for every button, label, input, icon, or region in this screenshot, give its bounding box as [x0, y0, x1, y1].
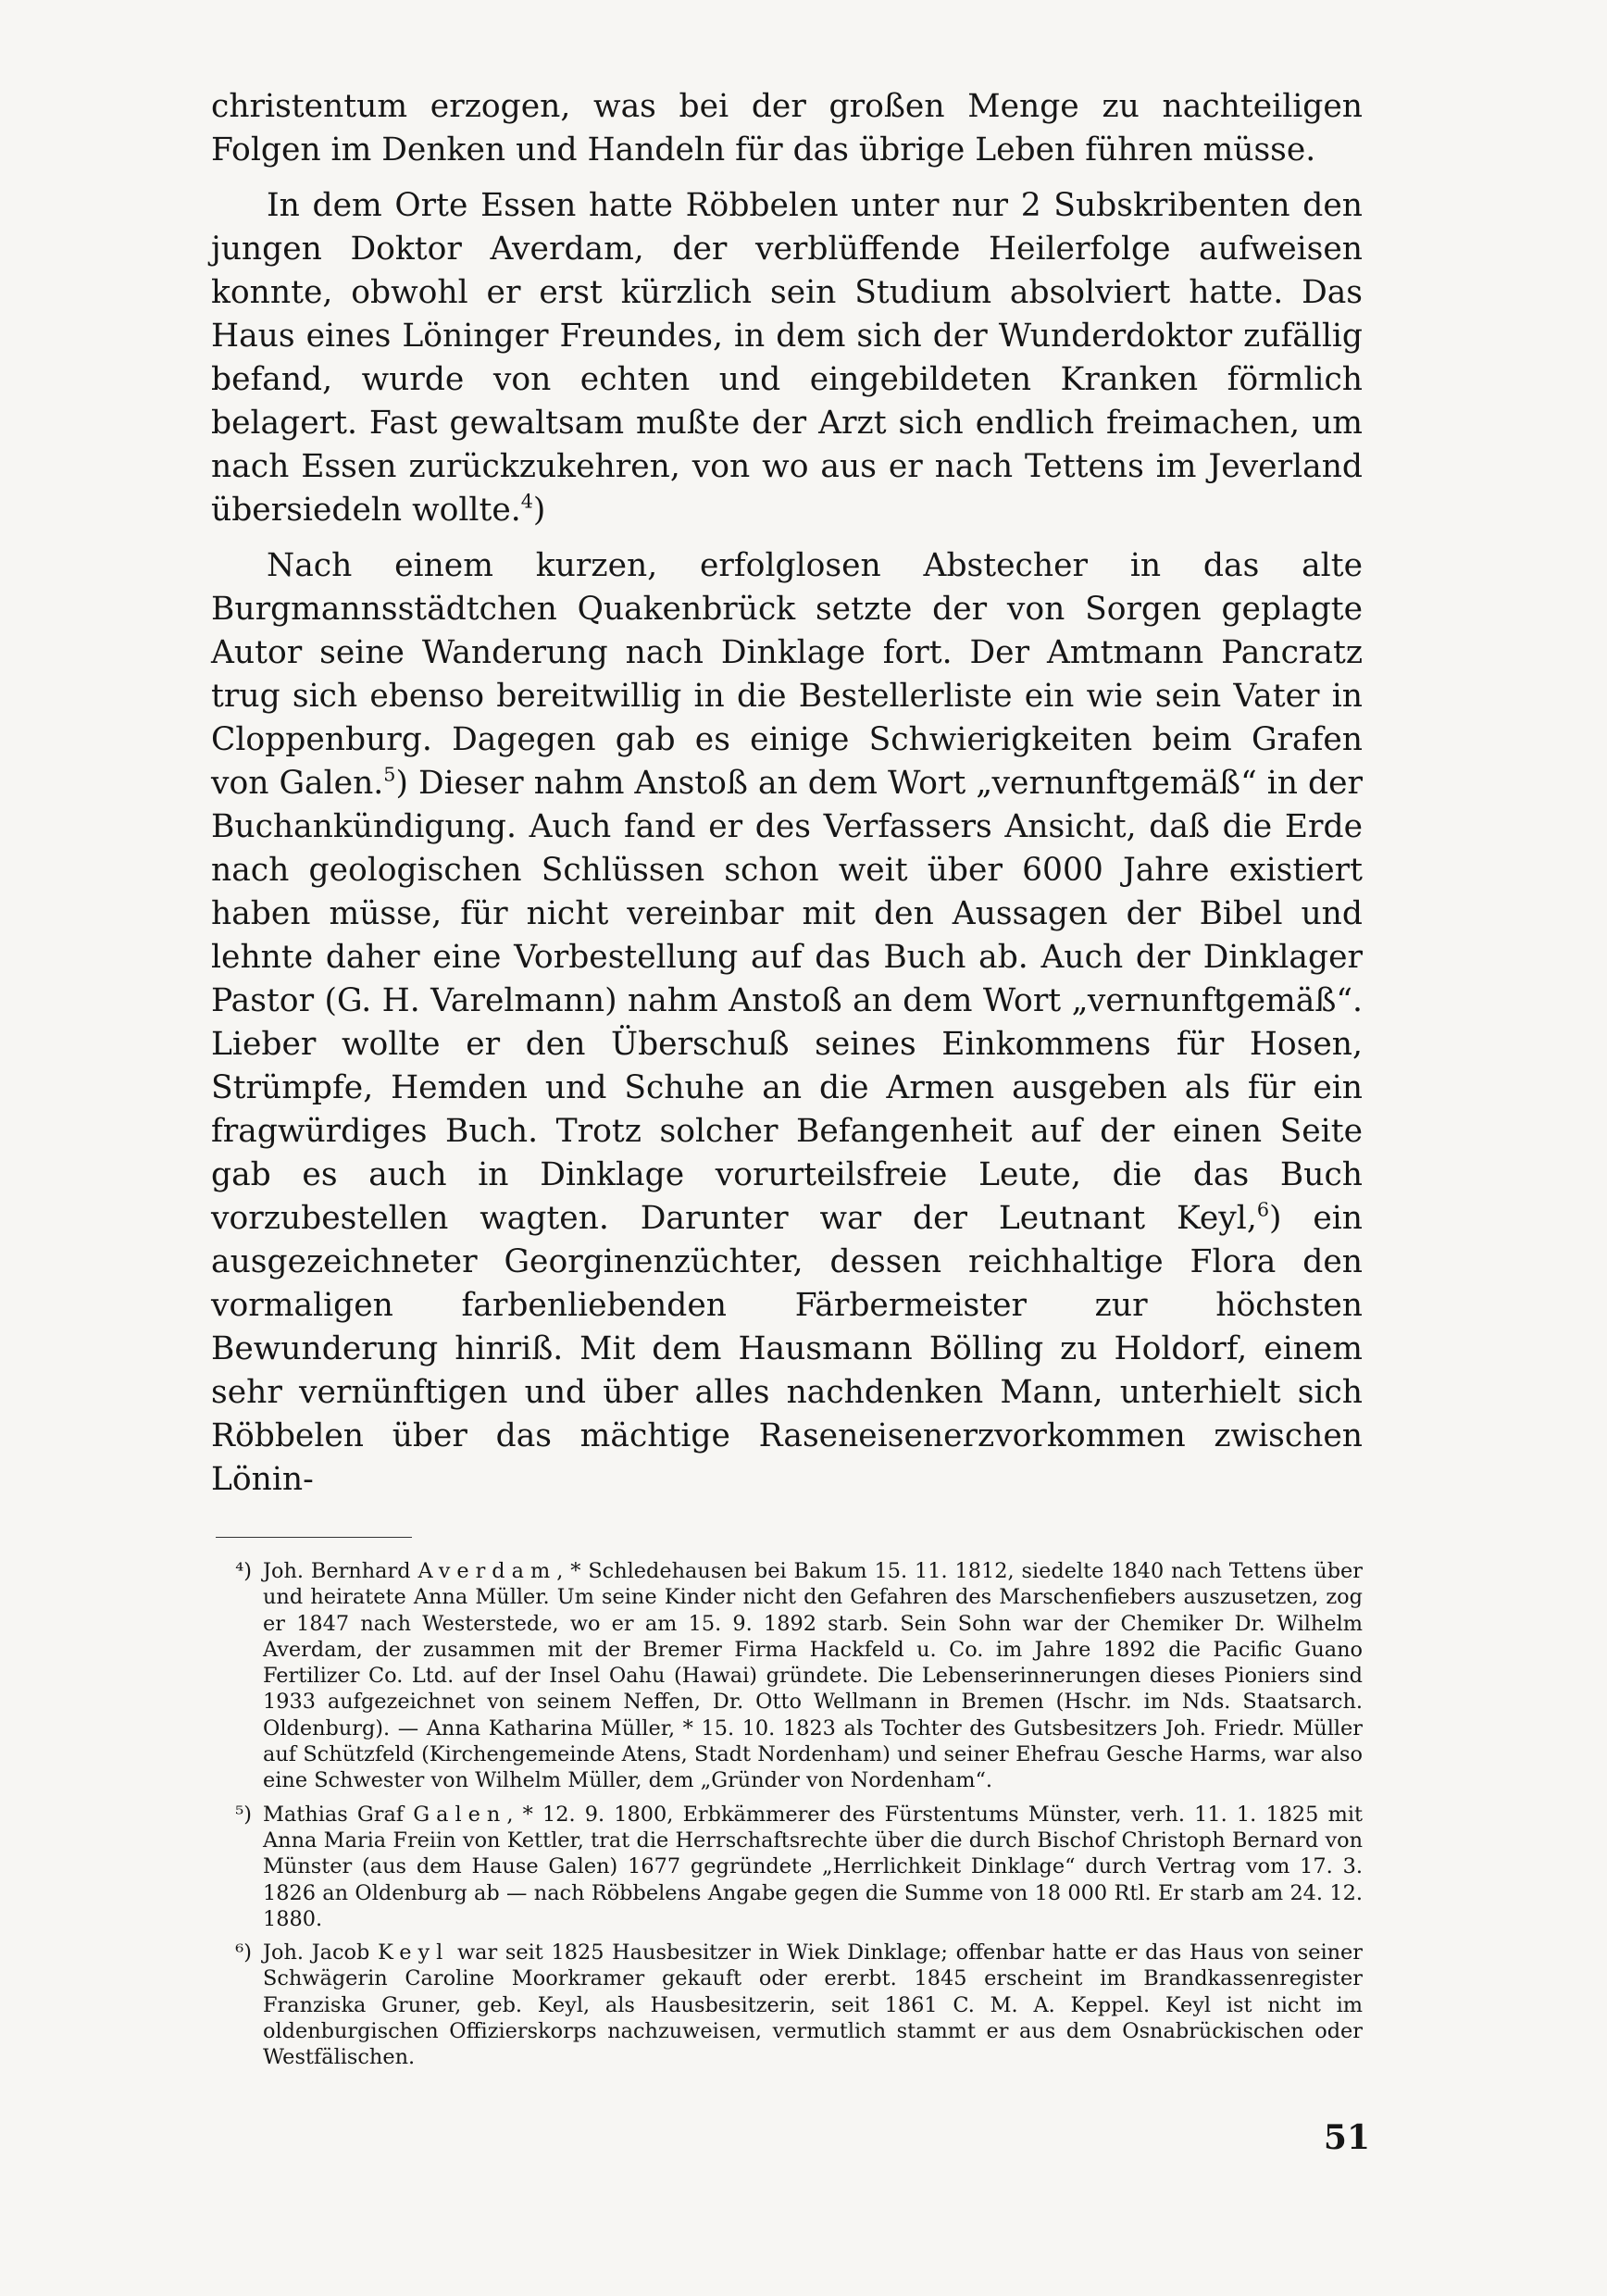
- footnote-mark: ⁵): [235, 1802, 252, 1827]
- page-number: 51: [1323, 2118, 1370, 2157]
- paragraph-3: Nach einem kurzen, erfolglosen Abstecher in das alte Burgmannsstädtchen Quakenbrück setzte der von Sorgen geplagte Autor seine Wanderung nach Dinklage fort. Der Amtmann Pancratz trug sich ebenso bereitwillig in die Bestellerliste ein wie sein Vater in Cloppenburg. Dagegen gab es einige Schwierigkeiten beim Grafen von Galen.$^5$) Dieser nahm Anstoß an dem Wort „vernunftgemäß“ in der Buchankündigung. Auch fand er des Verfassers Ansicht, daß die Erde nach geologischen Schlüssen schon weit über 6000 Jahre existiert haben müsse, für nicht vereinbar mit den Aussagen der Bibel und lehnte daher eine Vorbestellung auf das Buch ab. Auch der Dinklager Pastor (G. H. Varelmann) nahm Anstoß an dem Wort „vernunftgemäß“. Lieber wollte er den Überschuß seines Einkommens für Hosen, Strümpfe, Hemden und Schuhe an die Armen ausgeben als für ein fragwürdiges Buch. Trotz solcher Befangenheit auf der einen Seite gab es auch in Dinklage vorurteilsfreie Leute, die das Buch vorzubestellen wagten. Darunter war der Leutnant Keyl,$^6$) ein ausgezeichneter Georginenzüchter, dessen reichhaltige Flora den vormaligen farbenliebenden Färbermeister zur höchsten Bewunderung hinriß. Mit dem Hausmann Bölling zu Holdorf, einem sehr vernünftigen und über alles nachdenken Mann, unterhielt sich Röbbelen über das mächtige Raseneisenerzvorkommen zwischen Lönin-: [211, 547, 1364, 1498]
- footnote-ref-6[interactable]: 6: [1256, 1198, 1269, 1221]
- footnote-5: [211, 1802, 1363, 1932]
- spaced-name: Keyl: [378, 1940, 450, 1965]
- footnotes: [211, 1558, 1363, 2071]
- footnote-text: Joh. Jacob Keyl war seit 1825 Hausbesitzer in Wiek Dinklage; offenbar hatte er das Haus von seiner Schwägerin Caroline Moorkramer gekauft oder ererbt. 1845 erscheint im Brandkassenregister Franziska Gruner, geb. Keyl, als Hausbesitzerin, seit 1861 C. M. A. Keppel. Keyl ist nicht im oldenburgischen Offizierskorps nachzuweisen, vermutlich stammt er aus dem Osnabrückischen oder Westfälischen.: [263, 1940, 1363, 2070]
- footnote-4: [211, 1558, 1363, 1794]
- footnote-mark: ⁶): [235, 1940, 252, 1965]
- paragraph-2: In dem Orte Essen hatte Röbbelen unter nur 2 Subskribenten den jungen Doktor Averdam, der verblüffende Heilerfolge aufweisen konnte, obwohl er erst kürzlich sein Studium absolviert hatte. Das Haus eines Löninger Freundes, in dem sich der Wunderdoktor zufällig befand, wurde von echten und eingebildeten Kranken förmlich belagert. Fast gewaltsam mußte der Arzt sich endlich freimachen, um nach Essen zurückzukehren, von wo aus er nach Tettens im Jeverland übersiedeln wollte.$^4$): [211, 187, 1363, 529]
- footnote-ref-4[interactable]: 4: [520, 490, 533, 513]
- footnote-text: Joh. Bernhard Averdam, * Schledehausen bei Bakum 15. 11. 1812, siedelte 1840 nach Tettens über und heiratete Anna Müller. Um seine Kinder nicht den Gefahren des Marschenfiebers auszusetzen, zog er 1847 nach Westerstede, wo er am 15. 9. 1892 starb. Sein Sohn war der Chemiker Dr. Wilhelm Averdam, der zusammen mit der Bremer Firma Hackfeld u. Co. im Jahre 1892 die Pacific Guano Fertilizer Co. Ltd. auf der Insel Oahu (Hawai) gründete. Die Lebenserinnerungen dieses Pioniers sind 1933 aufgezeichnet von seinem Neffen, Dr. Otto Wellmann in Bremen (Hschr. im Nds. Staatsarch. Oldenburg). — Anna Katharina Müller, * 15. 10. 1823 als Tochter des Gutsbesitzers Joh. Friedr. Müller auf Schützfeld (Kirchengemeinde Atens, Stadt Nordenham) und seiner Ehefrau Gesche Harms, war also eine Schwester von Wilhelm Müller, dem „Gründer von Nordenham“.: [263, 1559, 1363, 1793]
- footnote-text: Mathias Graf Galen, * 12. 9. 1800, Erbkämmerer des Fürstentums Münster, verh. 11. 1. 1825 mit Anna Maria Freiin von Kettler, trat die Herrschaftsrechte über die durch Bischof Christoph Bernard von Münster (aus dem Hause Galen) 1677 gegründete „Herrlichkeit Dinklage“ durch Vertrag vom 17. 3. 1826 an Oldenburg ab — nach Röbbelens Angabe gegen die Summe von 18 000 Rtl. Er starb am 24. 12. 1880.: [263, 1802, 1363, 1931]
- footnote-6: [211, 1940, 1363, 2070]
- spaced-name: Galen: [413, 1802, 507, 1827]
- paragraph-1: christentum erzogen, was bei der großen Menge zu nachteiligen Folgen im Denken und Handeln für das übrige Leben führen müsse.: [211, 88, 1363, 168]
- footnote-mark: ⁴): [235, 1559, 252, 1583]
- page: [211, 85, 1363, 2078]
- spaced-name: Averdam: [417, 1559, 557, 1583]
- main-text: [211, 85, 1363, 1502]
- footnote-divider: [216, 1537, 412, 1538]
- footnote-ref-5[interactable]: 5: [383, 763, 396, 786]
